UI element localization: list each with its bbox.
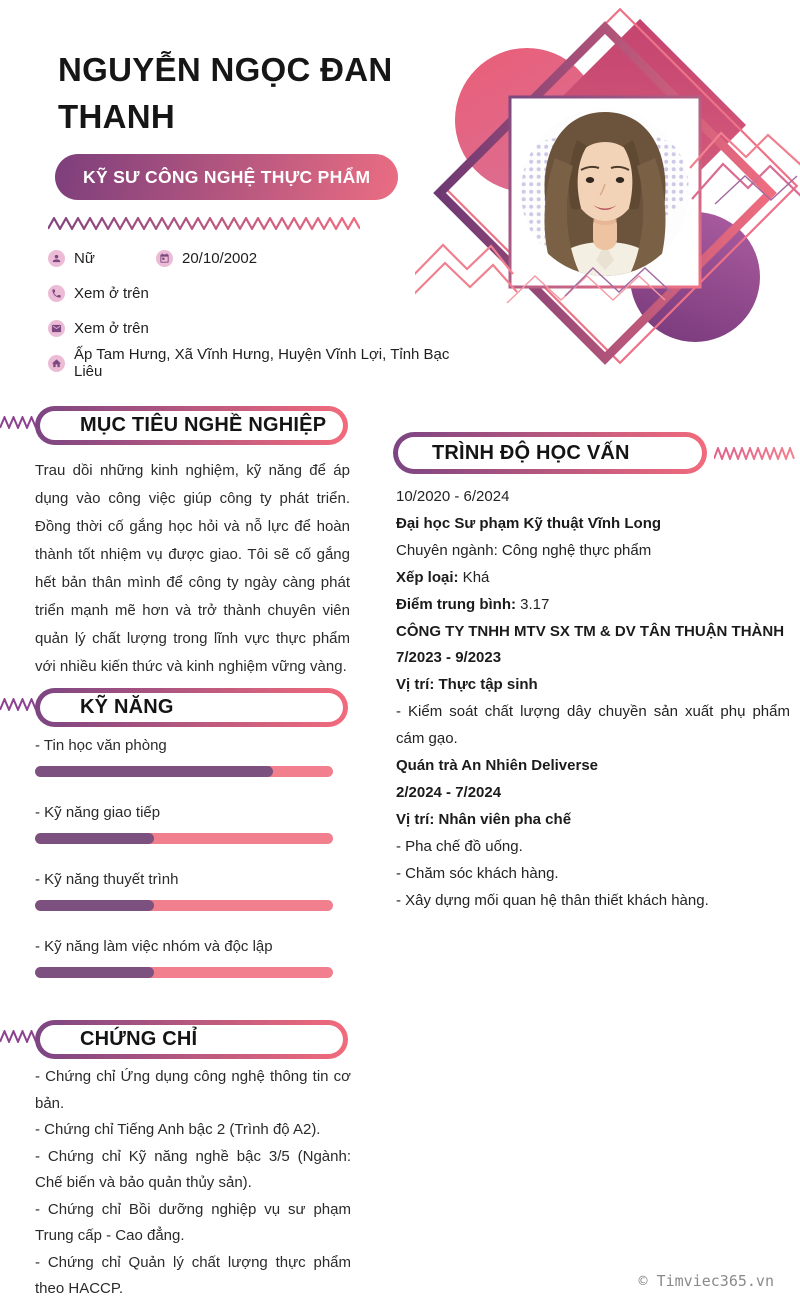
- skill-row: [35, 937, 333, 978]
- skill-label: - Kỹ năng làm việc nhóm và độc lập: [35, 938, 273, 955]
- skills-left-zigzag: [0, 698, 36, 711]
- education-line: - Kiểm soát chất lượng dây chuyền sản xuất phụ phẩm cám gạo.: [396, 703, 790, 748]
- profile-photo: [509, 97, 700, 288]
- section-skills-header: [35, 688, 348, 727]
- certificate-item: - Chứng chỉ Bồi dưỡng nghiệp vụ sư phạm Trung cấp - Cao đẳng.: [35, 1200, 351, 1244]
- skill-row: [35, 736, 333, 777]
- contact-row-email: [48, 317, 468, 339]
- home-icon: [48, 355, 65, 372]
- education-line: 10/2020 - 6/2024: [396, 488, 510, 505]
- skill-bar-fill: [35, 900, 154, 911]
- job-title-badge: KỸ SƯ CÔNG NGHỆ THỰC PHẨM: [55, 154, 398, 200]
- education-line: 2/2024 - 7/2024: [396, 783, 502, 801]
- mail-icon: [48, 320, 65, 337]
- education-line: - Xây dựng mối quan hệ thân thiết khách hàng.: [396, 891, 709, 909]
- objective-left-zigzag: [0, 416, 36, 429]
- skill-bar-fill: [35, 833, 154, 844]
- contact-row-gender-dob: [48, 247, 468, 269]
- section-objective-header: [35, 406, 348, 445]
- education-line: Vị trí: Nhân viên pha chế: [396, 810, 572, 828]
- education-line: 7/2023 - 9/2023: [396, 649, 502, 667]
- certificates-left-zigzag: [0, 1030, 36, 1043]
- skill-row: [35, 803, 333, 844]
- contact-info: [48, 247, 468, 387]
- skill-bar: [35, 833, 333, 844]
- skill-label: - Kỹ năng thuyết trình: [35, 871, 179, 888]
- birthday-field: [156, 250, 257, 267]
- watermark-credit: © Timviec365.vn: [638, 1272, 774, 1290]
- contact-row-phone: [48, 282, 468, 304]
- contact-row-address: [48, 346, 468, 380]
- skill-row: [35, 870, 333, 911]
- education-line: Xếp loại: Khá: [396, 568, 490, 586]
- skill-bar-fill: [35, 766, 273, 777]
- objective-heading: MỤC TIÊU NGHỀ NGHIỆP: [40, 411, 343, 440]
- candidate-name: NGUYỄN NGỌC ĐAN THANH: [58, 51, 393, 135]
- skill-label: - Kỹ năng giao tiếp: [35, 804, 161, 821]
- education-line: Chuyên ngành: Công nghệ thực phẩm: [396, 541, 652, 559]
- skill-bar: [35, 900, 333, 911]
- skill-bar: [35, 766, 333, 777]
- education-line: Điểm trung bình: 3.17: [396, 595, 550, 613]
- gender-value: Nữ: [74, 249, 95, 267]
- phone-icon: [48, 285, 65, 302]
- address-value: Ấp Tam Hưng, Xã Vĩnh Hưng, Huyện Vĩnh Lợi, Tỉnh Bạc Liêu: [74, 346, 450, 380]
- certificate-item: - Chứng chỉ Quản lý chất lượng thực phẩm theo HACCP.: [35, 1253, 351, 1297]
- objective-text: Trau dồi những kinh nghiệm, kỹ năng để áp dụng vào công việc giúp công ty phát triển. Đồng thời cố gắng học hỏi và nỗ lực để hoàn thành tốt nhiệm vụ được giao. Tôi sẽ cố gắng hết bản thân mình để công ty ngày càng phát triển mạnh mẽ hơn và trở thành chuyên viên quản lý chất lượng trong lĩnh vực thực phẩm với nhiều kiến thức và kinh nghiệm vững vàng.: [35, 462, 350, 675]
- education-list: [396, 484, 790, 915]
- skill-bar: [35, 967, 333, 978]
- birthday-value: 20/10/2002: [182, 249, 258, 267]
- education-line: - Chăm sóc khách hàng.: [396, 864, 559, 882]
- certificate-item: - Chứng chỉ Tiếng Anh bậc 2 (Trình độ A2).: [35, 1121, 321, 1138]
- email-value: Xem ở trên: [74, 319, 149, 337]
- education-line: Vị trí: Thực tập sinh: [396, 676, 538, 694]
- education-line: CÔNG TY TNHH MTV SX TM & DV TÂN THUẬN THÀNH: [396, 622, 785, 640]
- section-education-header: [393, 432, 707, 474]
- certificates-list: [35, 1064, 351, 1303]
- certificate-item: - Chứng chỉ Ứng dụng công nghệ thông tin cơ bản.: [35, 1068, 351, 1112]
- person-icon: [48, 250, 65, 267]
- phone-value: Xem ở trên: [74, 284, 149, 302]
- education-line: Đại học Sư phạm Kỹ thuật Vĩnh Long: [396, 514, 662, 532]
- skills-heading: KỸ NĂNG: [40, 693, 343, 722]
- certificates-heading: CHỨNG CHỈ: [40, 1025, 343, 1054]
- section-certificates-header: [35, 1020, 348, 1059]
- education-line: Quán trà An Nhiên Deliverse: [396, 757, 599, 775]
- skill-label: - Tin học văn phòng: [35, 737, 167, 754]
- skills-list: [35, 736, 333, 1004]
- gender-field: [48, 250, 147, 267]
- education-heading: TRÌNH ĐỘ HỌC VẤN: [398, 437, 702, 469]
- photo-decoration: [415, 8, 800, 400]
- education-right-zigzag: [714, 447, 796, 460]
- calendar-icon: [156, 250, 173, 267]
- certificate-item: - Chứng chỉ Kỹ năng nghề bậc 3/5 (Ngành: Chế biến và bảo quản thủy sản).: [35, 1147, 351, 1191]
- skill-bar-fill: [35, 967, 154, 978]
- zigzag-divider: [48, 217, 360, 230]
- education-line: - Pha chế đồ uống.: [396, 837, 523, 855]
